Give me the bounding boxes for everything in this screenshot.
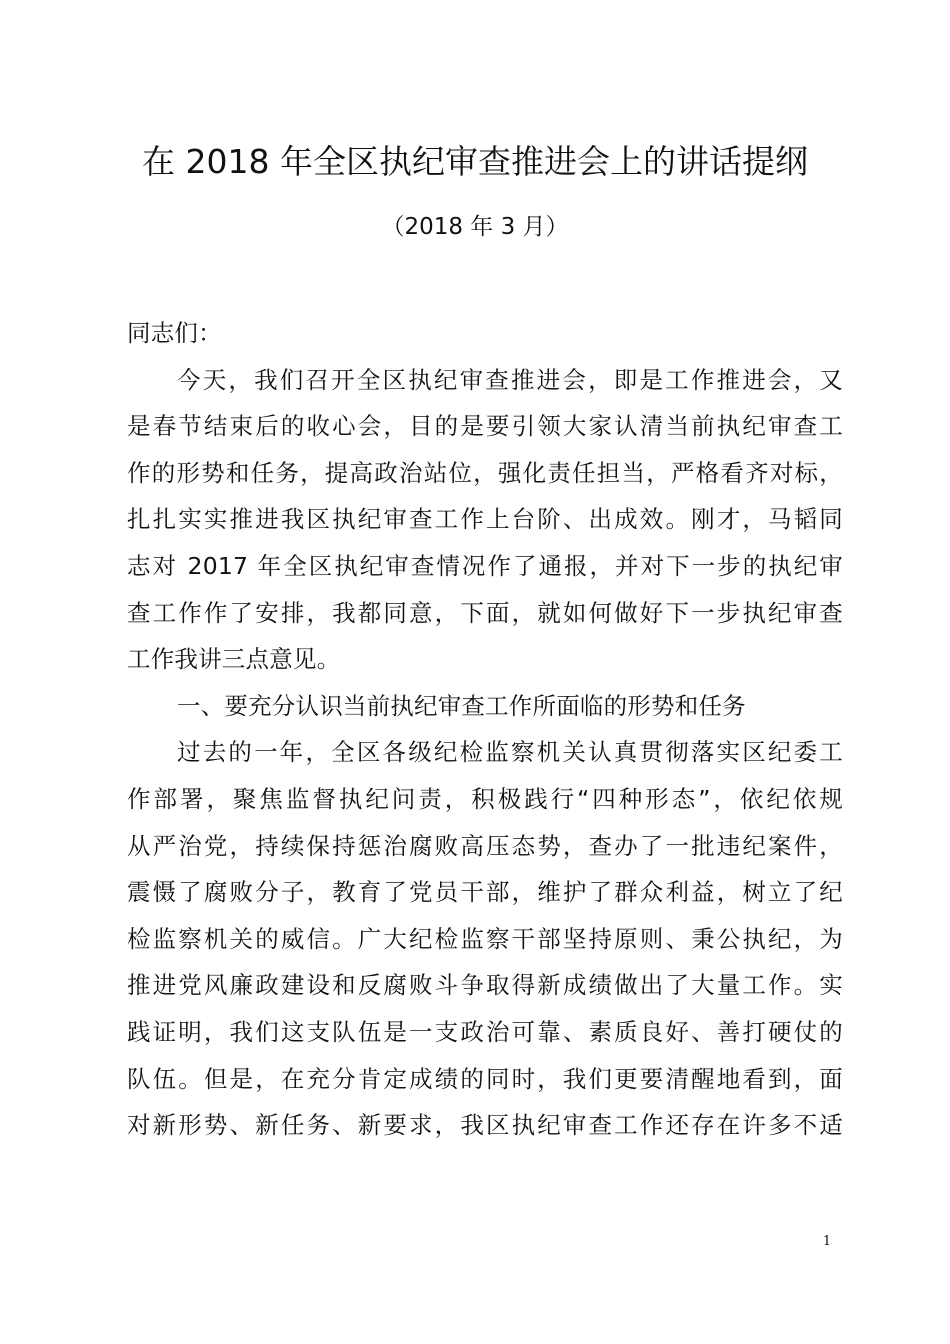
text-line: 一、要充分认识当前执纪审查工作所面临的形势和任务 xyxy=(177,691,746,720)
text-line: 工作我讲三点意见。 xyxy=(127,645,341,674)
text-line: 队伍。但是，在充分肯定成绩的同时，我们更要清醒地看到，面 xyxy=(127,1064,843,1093)
document-date: （2018 年 3 月） xyxy=(381,214,569,240)
text-line: 践证明，我们这支队伍是一支政治可靠、素质良好、善打硬仗的 xyxy=(127,1017,843,1046)
text-line: 今天，我们召开全区执纪审查推进会，即是工作推进会，又 xyxy=(177,365,843,394)
text-line: 震慑了腐败分子，教育了党员干部，维护了群众利益，树立了纪 xyxy=(127,878,843,907)
page-number: 1 xyxy=(822,1234,832,1249)
document-body xyxy=(127,310,843,1149)
text-line: 推进党风廉政建设和反腐败斗争取得新成绩做出了大量工作。实 xyxy=(127,971,843,1000)
text-line: 对新形势、新任务、新要求，我区执纪审查工作还存在许多不适 xyxy=(127,1111,843,1140)
text-line: 检监察机关的威信。广大纪检监察干部坚持原则、秉公执纪，为 xyxy=(127,924,843,953)
text-line: 扎扎实实推进我区执纪审查工作上台阶、出成效。刚才，马韬同 xyxy=(127,505,843,534)
text-line: 是春节结束后的收心会，目的是要引领大家认清当前执纪审查工 xyxy=(127,412,843,441)
text-line: 志对 2017 年全区执纪审查情况作了通报，并对下一步的执纪审 xyxy=(127,551,843,580)
text-line: 作的形势和任务，提高政治站位，强化责任担当，严格看齐对标， xyxy=(127,458,843,487)
text-line: 查工作作了安排，我都同意，下面，就如何做好下一步执纪审查 xyxy=(127,598,843,627)
document-title: 在 2018 年全区执纪审查推进会上的讲话提纲 xyxy=(142,142,808,181)
text-line: 作部署，聚焦监督执纪问责，积极践行“四种形态”，依纪依规 xyxy=(127,784,843,813)
text-line: 同志们： xyxy=(127,319,222,347)
text-line: 过去的一年，全区各级纪检监察机关认真贯彻落实区纪委工 xyxy=(177,738,843,767)
text-line: 从严治党，持续保持惩治腐败高压态势，查办了一批违纪案件， xyxy=(127,831,843,860)
